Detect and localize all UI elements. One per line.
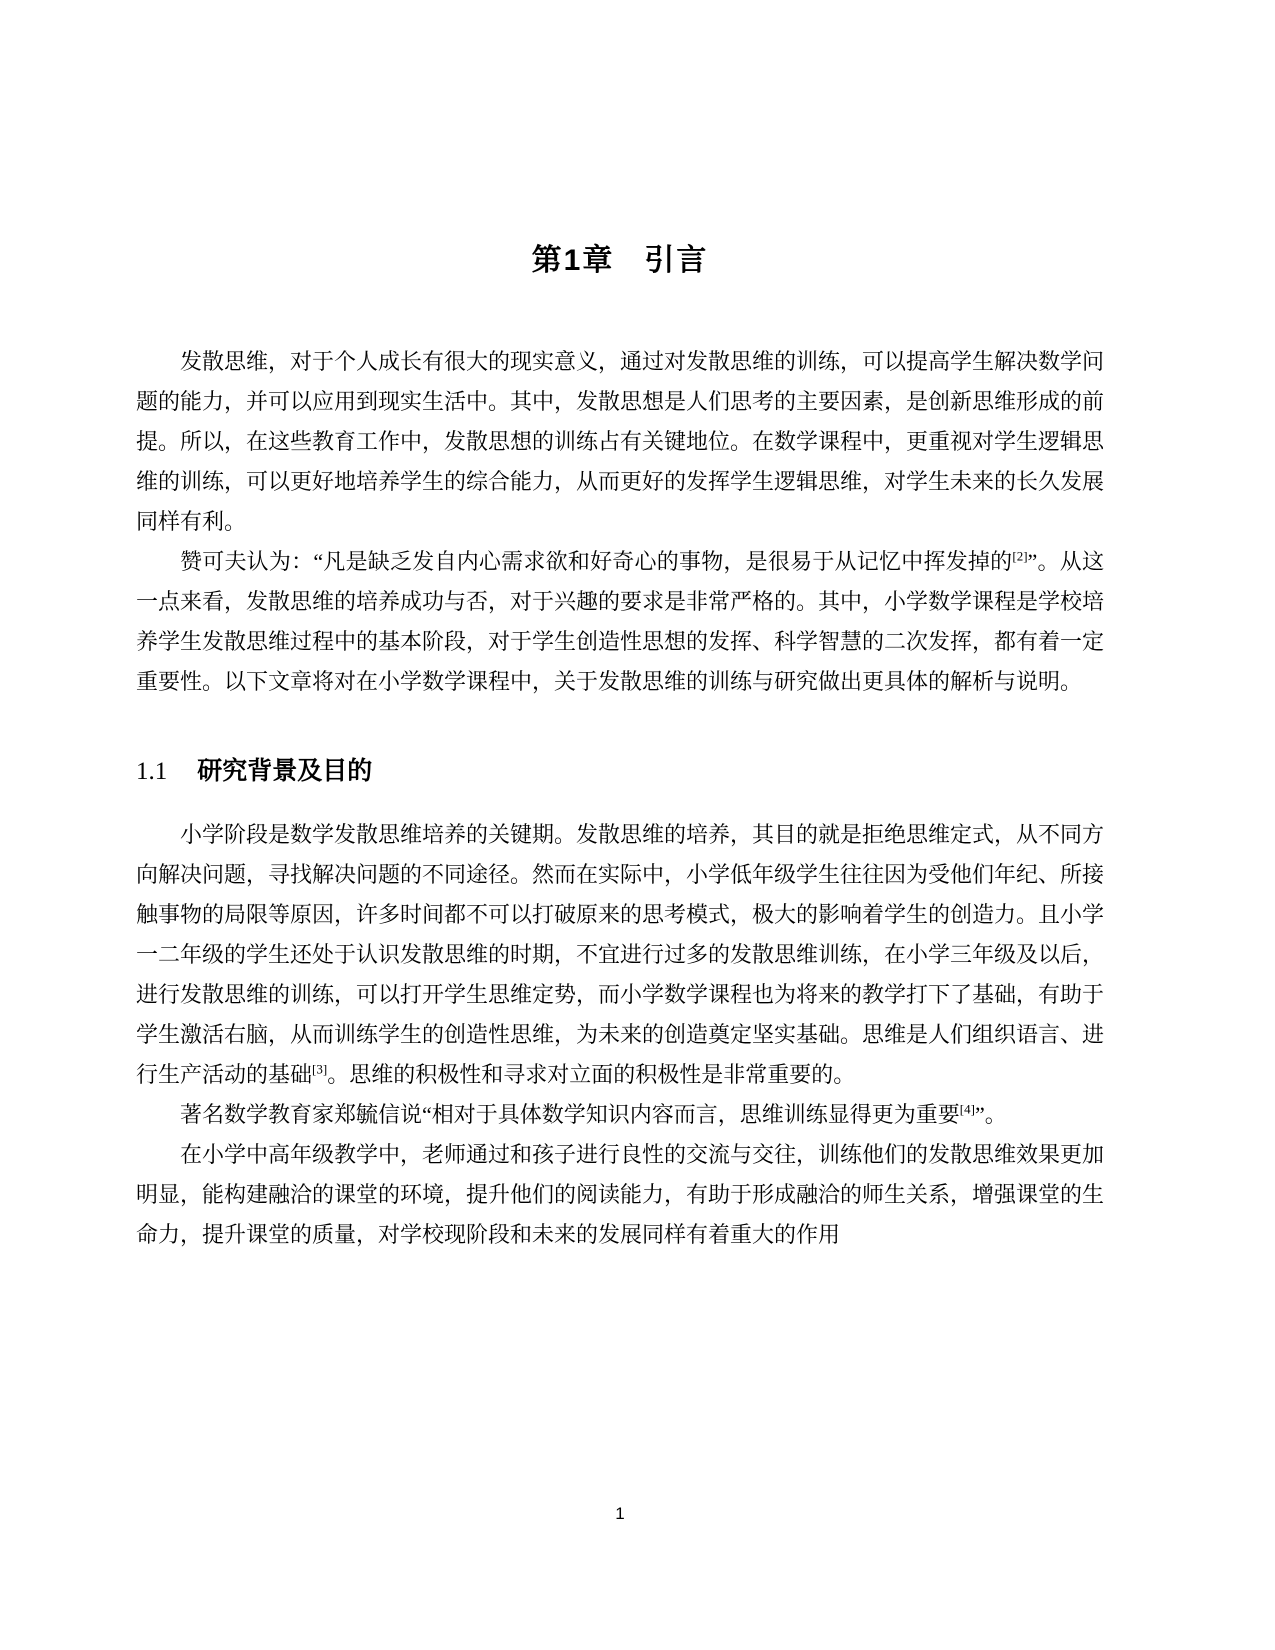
section-number: 1.1 xyxy=(136,758,168,785)
chapter-number: 第1章 xyxy=(531,244,615,277)
paragraph-text: 赞可夫认为：“凡是缺乏发自内心需求欲和好奇心的事物，是很易于从记忆中挥发掉的 xyxy=(180,549,1013,574)
paragraph-text: 小学阶段是数学发散思维培养的关键期。发散思维的培养，其目的就是拒绝思维定式，从不同方向解决问题，寻找解决问题的不同途径。然而在实际中，小学低年级学生往往因为受他们年纪、所接触事物的局限等原因，许多时间都不可以打破原来的思考模式，极大的影响着学生的创造力。且小学一二年级的学生还处于认识发散思维的时期，不宜进行过多的发散思维训练，在小学三年级及以后，进行发散思维的训练，可以打开学生思维定势，而小学数学课程也为将来的教学打下了基础，有助于学生激活右脑，从而训练学生的创造性思维，为未来的创造奠定坚实基础。思维是人们组织语言、进行生产活动的基础 xyxy=(136,822,1105,1087)
paragraph-text: 在小学中高年级教学中，老师通过和孩子进行良性的交流与交往，训练他们的发散思维效果更加明显，能构建融洽的课堂的环境，提升他们的阅读能力，有助于形成融洽的师生关系，增强课堂的生命力，提升课堂的质量，对学校现阶段和未来的发展同样有着重大的作用 xyxy=(136,1142,1105,1247)
section-title-text: 研究背景及目的 xyxy=(197,757,373,785)
page-number: 1 xyxy=(615,1504,625,1523)
paragraph xyxy=(136,1135,1104,1255)
chapter-title xyxy=(136,0,1104,282)
citation-ref-4: [4] xyxy=(959,1101,975,1117)
paragraph xyxy=(136,542,1104,702)
paragraph xyxy=(136,1095,1104,1135)
citation-ref-3: [3] xyxy=(312,1061,328,1077)
paragraph-text: ”。 xyxy=(974,1102,1007,1127)
page-footer xyxy=(136,1504,1104,1524)
page-content xyxy=(136,0,1104,1255)
paragraph-text: 。思维的积极性和寻求对立面的积极性是非常重要的。 xyxy=(327,1062,856,1087)
section-paragraphs xyxy=(136,815,1104,1255)
paragraph xyxy=(136,815,1104,1095)
section-heading xyxy=(136,754,1104,789)
paragraph-text: ”。从这一点来看，发散思维的培养成功与否，对于兴趣的要求是非常严格的。其中，小学数学课程是学校培养学生发散思维过程中的基本阶段，对于学生创造性思想的发挥、科学智慧的二次发挥，都有着一定重要性。以下文章将对在小学数学课程中，关于发散思维的训练与研究做出更具体的解析与说明。 xyxy=(136,549,1105,694)
paragraph xyxy=(136,342,1104,542)
paragraph-text: 发散思维，对于个人成长有很大的现实意义，通过对发散思维的训练，可以提高学生解决数学问题的能力，并可以应用到现实生活中。其中，发散思想是人们思考的主要因素，是创新思维形成的前提。所以，在这些教育工作中，发散思想的训练占有关键地位。在数学课程中，更重视对学生逻辑思维的训练，可以更好地培养学生的综合能力，从而更好的发挥学生逻辑思维，对学生未来的长久发展同样有利。 xyxy=(136,349,1105,534)
citation-ref-2: [2] xyxy=(1012,548,1028,564)
paragraph-text: 著名数学教育家郑毓信说“相对于具体数学知识内容而言，思维训练显得更为重要 xyxy=(180,1102,960,1127)
chapter-title-text: 引言 xyxy=(644,244,709,277)
intro-paragraphs xyxy=(136,342,1104,702)
